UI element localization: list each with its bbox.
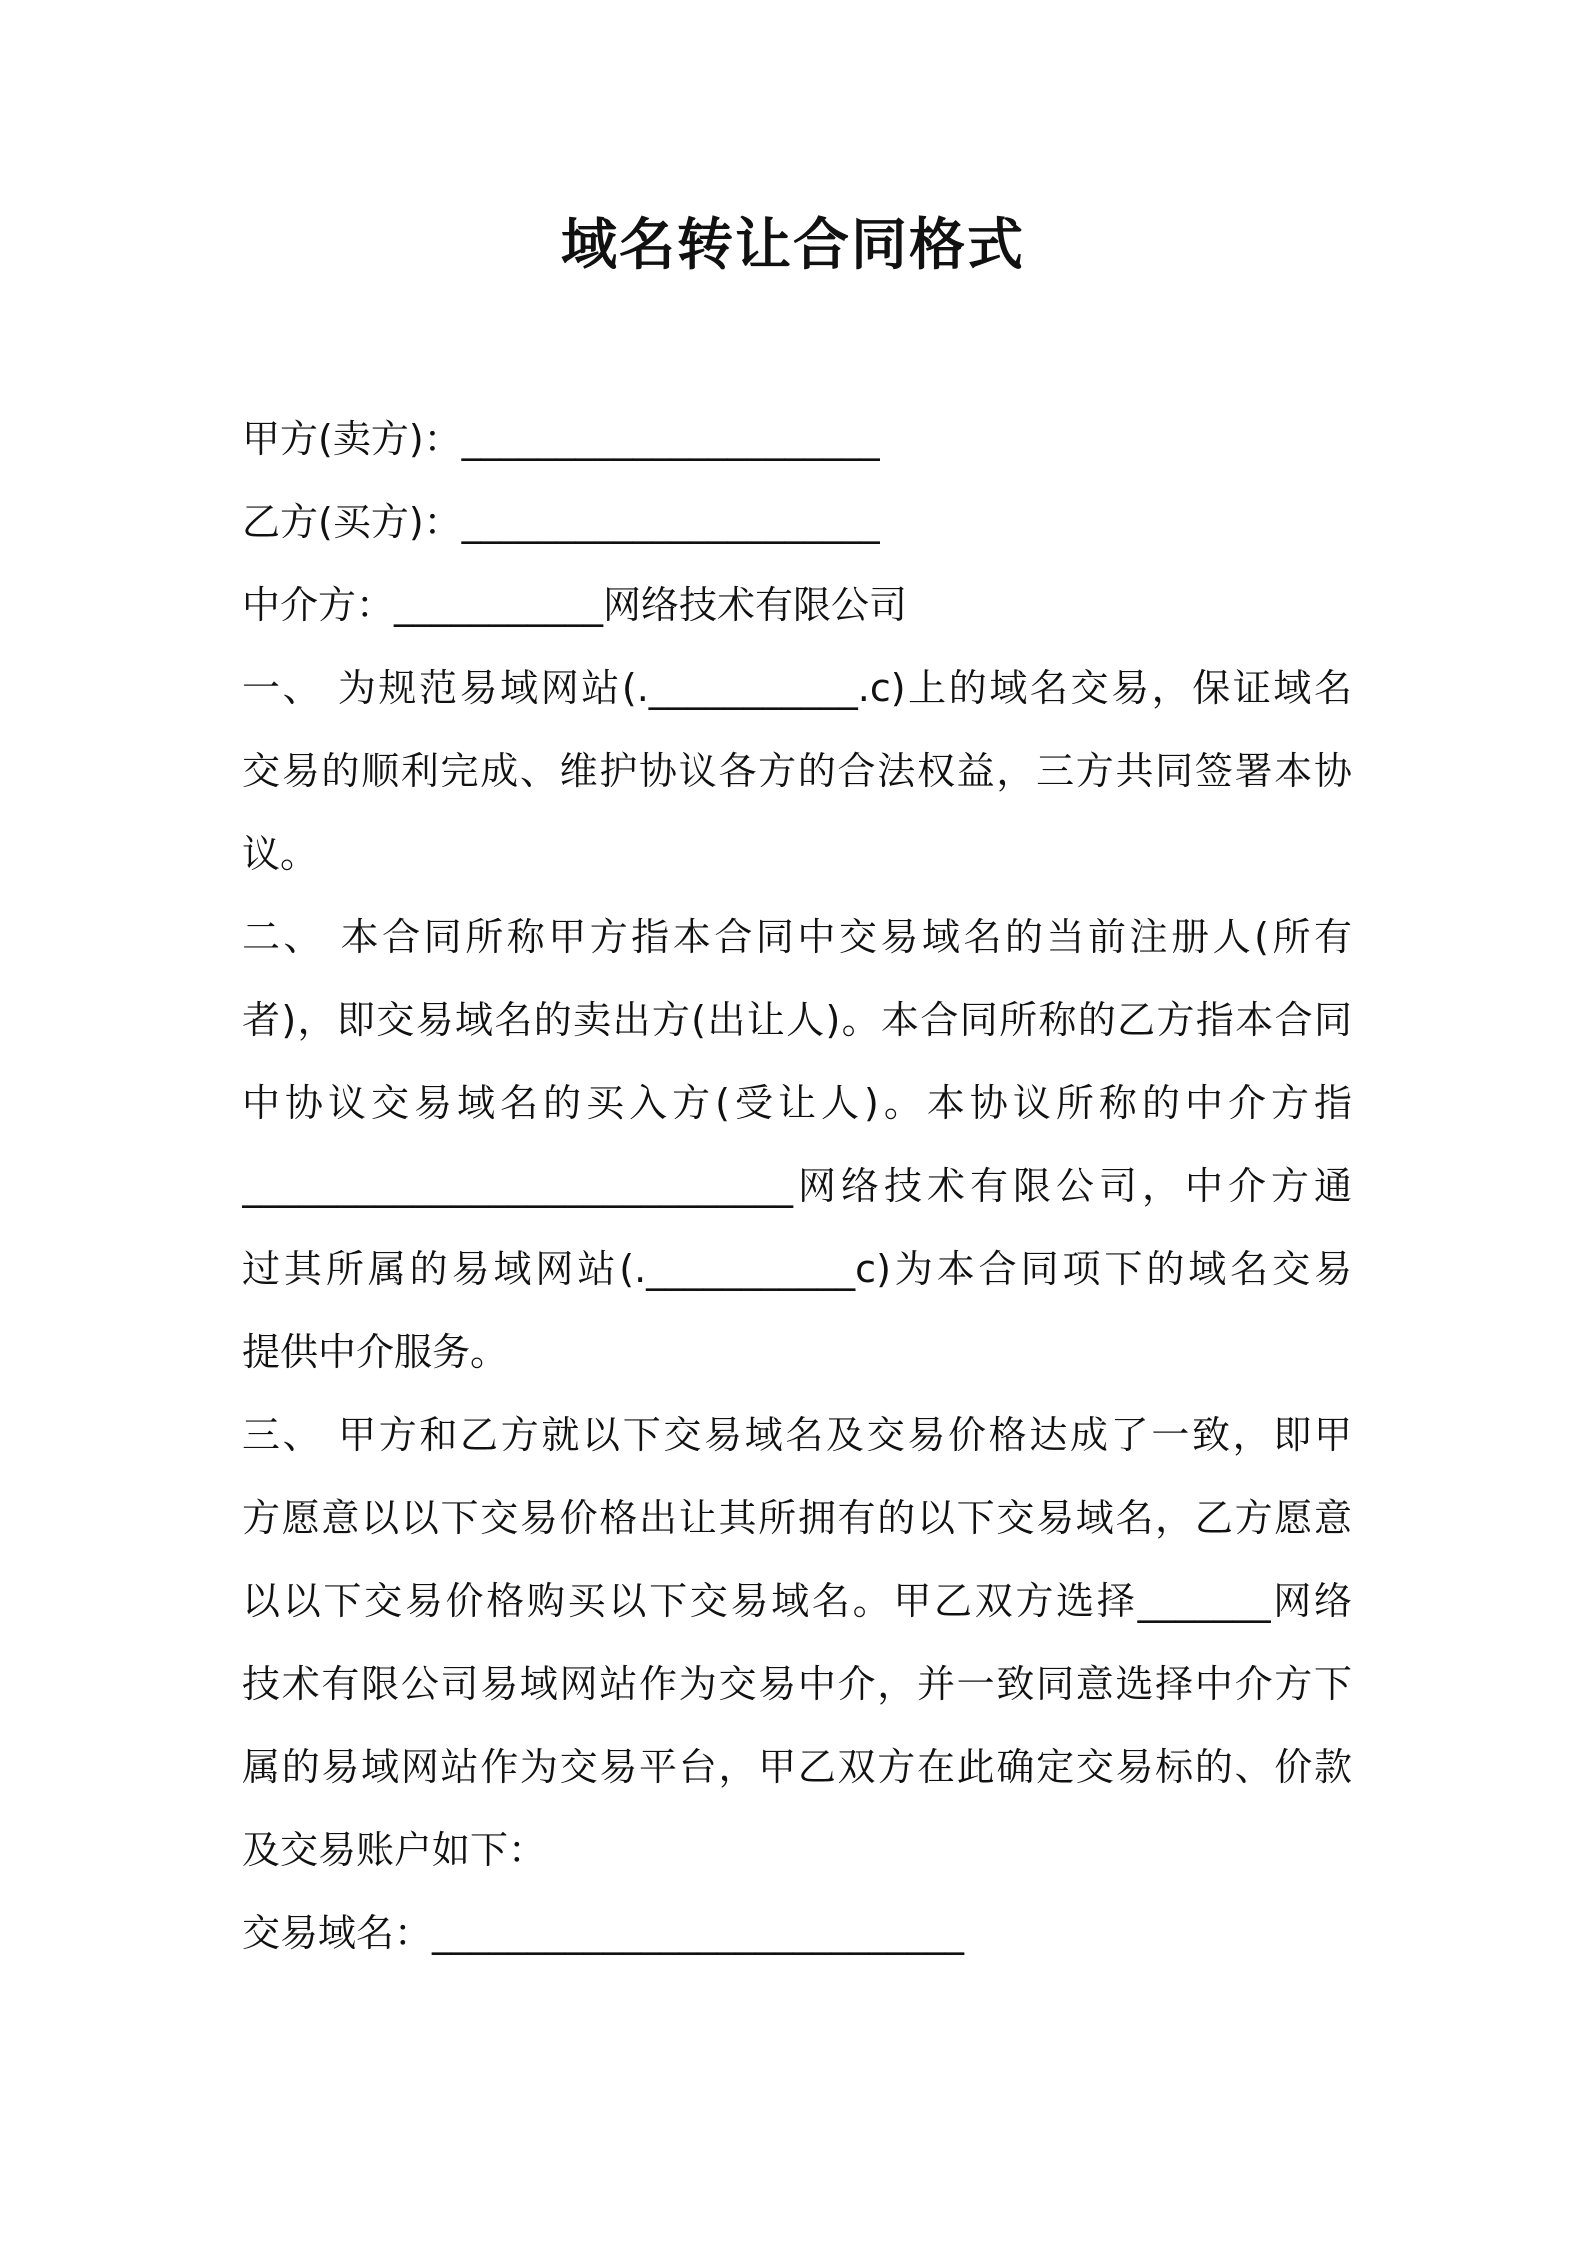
clause-2-line-5: 过其所属的易域网站(.___________c)为本合同项下的域名交易 bbox=[242, 1247, 1352, 1291]
intermediary-line: 中介方：___________网络技术有限公司 bbox=[242, 583, 908, 627]
clause-2-line-4: _____________________________网络技术有限公司，中介方通 bbox=[242, 1164, 1352, 1208]
clause-1-line-1: 一、 为规范易域网站(.___________.c)上的域名交易，保证域名 bbox=[242, 666, 1352, 710]
clause-3-line-6: 及交易账户如下： bbox=[242, 1828, 547, 1872]
party-a-line: 甲方(卖方)：______________________ bbox=[242, 417, 880, 461]
clause-3-line-2: 方愿意以以下交易价格出让其所拥有的以下交易域名，乙方愿意 bbox=[242, 1496, 1352, 1540]
party-b-line: 乙方(买方)：______________________ bbox=[242, 500, 880, 544]
clause-2-line-6: 提供中介服务。 bbox=[242, 1330, 509, 1374]
clause-3-line-5: 属的易域网站作为交易平台，甲乙双方在此确定交易标的、价款 bbox=[242, 1745, 1352, 1789]
document-title: 域名转让合同格式 bbox=[561, 213, 1025, 278]
clause-1-line-2: 交易的顺利完成、维护协议各方的合法权益，三方共同签署本协 bbox=[242, 749, 1352, 793]
clause-3-line-4: 技术有限公司易域网站作为交易中介，并一致同意选择中介方下 bbox=[242, 1662, 1352, 1706]
clause-3-line-3: 以以下交易价格购买以下交易域名。甲乙双方选择_______网络 bbox=[242, 1579, 1352, 1623]
clause-2-line-2: 者)，即交易域名的卖出方(出让人)。本合同所称的乙方指本合同 bbox=[242, 998, 1352, 1042]
document-body bbox=[242, 398, 1352, 1975]
clause-3-line-1: 三、 甲方和乙方就以下交易域名及交易价格达成了一致，即甲 bbox=[242, 1413, 1352, 1457]
clause-2-line-3: 中协议交易域名的买入方(受让人)。本协议所称的中介方指 bbox=[242, 1081, 1352, 1125]
domain-name-line: 交易域名：____________________________ bbox=[242, 1911, 965, 1955]
clause-2-line-1: 二、 本合同所称甲方指本合同中交易域名的当前注册人(所有 bbox=[242, 915, 1352, 959]
clause-1-line-3: 议。 bbox=[242, 832, 319, 876]
